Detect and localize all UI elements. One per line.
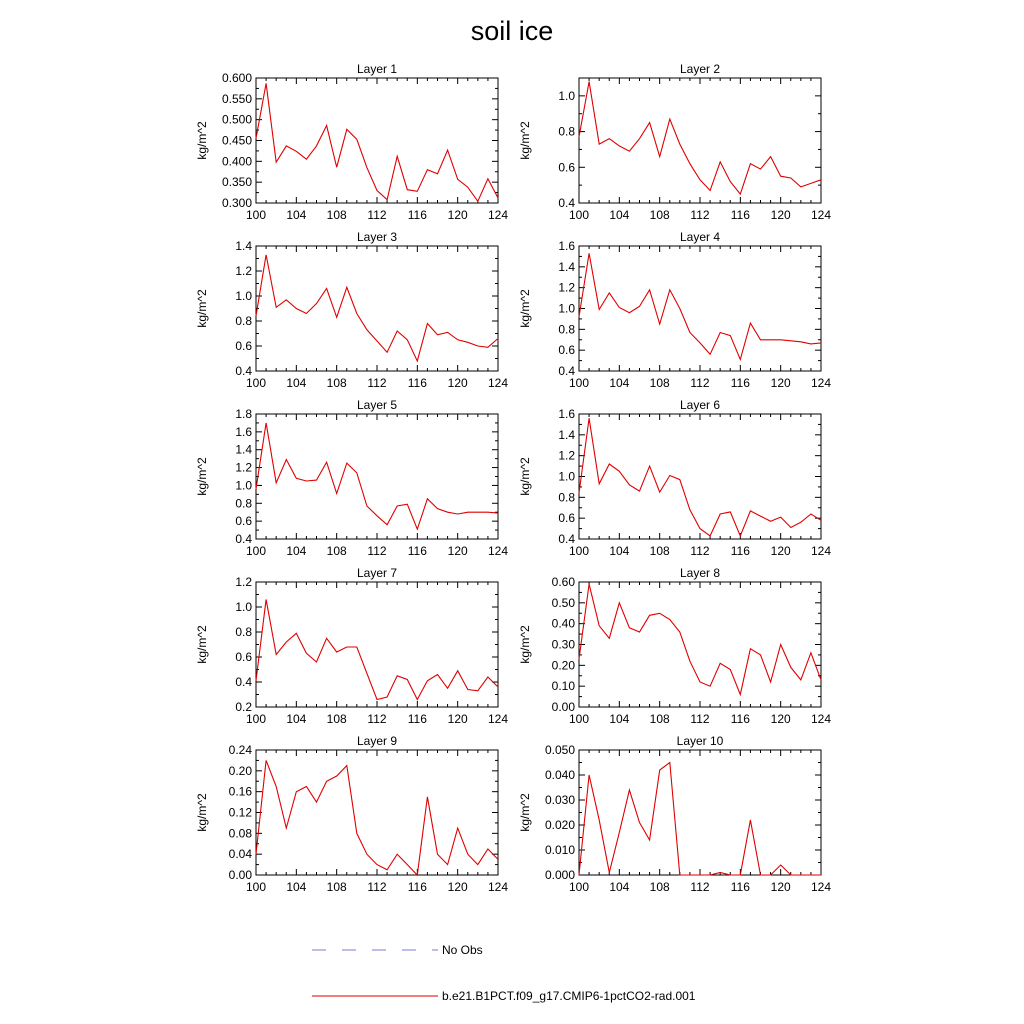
plot-frame (256, 750, 498, 875)
x-tick-label: 108 (649, 712, 670, 726)
x-tick-label: 124 (487, 376, 509, 390)
y-tick-label: 0.08 (228, 826, 252, 841)
panel-6 (518, 398, 831, 558)
y-axis-label: kg/m^2 (195, 289, 209, 328)
x-tick-label: 124 (810, 880, 832, 894)
x-tick-label: 124 (810, 544, 832, 558)
y-tick-label: 0.00 (228, 868, 252, 882)
x-tick-label: 124 (487, 880, 509, 894)
x-tick-label: 100 (245, 880, 267, 894)
y-tick-label: 0.10 (551, 679, 575, 694)
x-tick-label: 104 (286, 880, 307, 894)
y-tick-label: 0.8 (558, 124, 575, 139)
x-tick-label: 112 (690, 208, 710, 222)
plot-frame (256, 582, 498, 707)
x-tick-label: 112 (690, 880, 710, 894)
series-line (579, 82, 821, 195)
y-tick-label: 0.4 (235, 364, 252, 378)
panel-title: Layer 6 (679, 398, 721, 412)
x-tick-label: 120 (447, 376, 468, 390)
x-tick-label: 112 (690, 712, 710, 726)
panel-title: Layer 5 (356, 398, 398, 412)
x-tick-label: 112 (367, 376, 387, 390)
x-tick-label: 120 (447, 544, 468, 558)
y-tick-label: 0.20 (551, 658, 575, 673)
y-tick-label: 0.8 (235, 496, 252, 511)
panel-title: Layer 3 (356, 230, 398, 244)
y-tick-label: 0.2 (235, 700, 252, 714)
panel-3 (195, 230, 508, 390)
y-tick-label: 1.0 (558, 469, 575, 484)
x-tick-label: 116 (407, 880, 427, 894)
y-tick-label: 1.2 (558, 448, 575, 463)
x-tick-label: 120 (447, 880, 468, 894)
series-line (256, 760, 498, 875)
x-tick-label: 116 (730, 544, 750, 558)
x-tick-label: 100 (245, 544, 267, 558)
panel-1 (195, 62, 508, 222)
y-tick-label: 0.350 (221, 175, 252, 190)
y-tick-label: 1.6 (558, 407, 575, 421)
x-tick-label: 104 (286, 544, 307, 558)
y-axis-label: kg/m^2 (518, 457, 532, 496)
y-tick-label: 0.12 (228, 805, 252, 820)
x-tick-label: 108 (326, 376, 347, 390)
legend (312, 943, 696, 1003)
x-tick-label: 100 (568, 712, 590, 726)
x-tick-label: 124 (810, 208, 832, 222)
panel-title: Layer 8 (679, 566, 721, 580)
panel-title: Layer 9 (356, 734, 398, 748)
x-tick-label: 112 (367, 712, 387, 726)
x-tick-label: 104 (609, 376, 630, 390)
y-tick-label: 0.000 (544, 868, 575, 882)
x-tick-label: 116 (730, 208, 750, 222)
y-tick-label: 0.04 (228, 847, 252, 862)
x-tick-label: 124 (487, 544, 509, 558)
x-tick-label: 108 (326, 880, 347, 894)
x-tick-label: 120 (447, 712, 468, 726)
x-tick-label: 120 (447, 208, 468, 222)
x-tick-label: 100 (245, 208, 267, 222)
y-tick-label: 0.24 (228, 743, 252, 757)
y-tick-label: 0.50 (551, 595, 575, 610)
y-tick-label: 0.4 (235, 532, 252, 546)
x-tick-label: 100 (568, 544, 590, 558)
plot-frame (256, 78, 498, 203)
y-tick-label: 0.030 (544, 793, 575, 807)
y-tick-label: 0.30 (551, 637, 575, 652)
y-tick-label: 1.4 (558, 427, 575, 442)
y-tick-label: 0.050 (544, 743, 575, 757)
plot-frame (579, 750, 821, 875)
plot-frame (579, 414, 821, 539)
x-tick-label: 120 (770, 208, 791, 222)
x-tick-label: 116 (407, 208, 427, 222)
panel-8 (518, 566, 831, 726)
series-line (579, 584, 821, 694)
x-tick-label: 100 (568, 376, 590, 390)
x-tick-label: 112 (690, 544, 710, 558)
x-tick-label: 120 (770, 544, 791, 558)
x-tick-label: 124 (487, 712, 509, 726)
y-axis-label: kg/m^2 (518, 625, 532, 664)
x-tick-label: 124 (487, 208, 509, 222)
y-axis-label: kg/m^2 (518, 289, 532, 328)
panel-title: Layer 4 (679, 230, 721, 244)
y-tick-label: 0.4 (558, 364, 575, 378)
y-tick-label: 1.0 (558, 88, 575, 103)
y-tick-label: 0.500 (221, 112, 252, 127)
series-line (256, 83, 498, 201)
y-tick-label: 1.2 (558, 280, 575, 295)
y-axis-label: kg/m^2 (518, 793, 532, 832)
series-line (579, 253, 821, 359)
y-tick-label: 0.600 (221, 71, 252, 85)
x-tick-label: 112 (367, 880, 387, 894)
y-tick-label: 0.8 (235, 625, 252, 639)
y-tick-label: 0.8 (235, 314, 252, 328)
x-tick-label: 108 (649, 880, 670, 894)
y-axis-label: kg/m^2 (195, 121, 209, 160)
plot-frame (579, 246, 821, 371)
x-tick-label: 100 (568, 208, 590, 222)
x-tick-label: 100 (245, 376, 267, 390)
x-tick-label: 104 (286, 208, 307, 222)
y-tick-label: 0.8 (558, 490, 575, 505)
plot-frame (579, 78, 821, 203)
y-tick-label: 1.6 (558, 239, 575, 253)
x-tick-label: 120 (770, 880, 791, 894)
y-tick-label: 0.6 (558, 343, 575, 358)
panel-4 (518, 230, 831, 390)
y-tick-label: 0.400 (221, 154, 252, 169)
y-tick-label: 0.8 (558, 322, 575, 337)
legend-label-model: b.e21.B1PCT.f09_g17.CMIP6-1pctCO2-rad.001 (442, 989, 696, 1003)
y-tick-label: 0.4 (558, 532, 575, 546)
panel-9 (195, 734, 508, 894)
y-axis-label: kg/m^2 (518, 121, 532, 160)
y-tick-label: 1.4 (235, 239, 252, 253)
y-tick-label: 1.6 (235, 424, 252, 439)
y-tick-label: 0.00 (551, 700, 575, 714)
panel-title: Layer 10 (676, 734, 724, 748)
y-tick-label: 1.2 (235, 264, 252, 278)
y-tick-label: 0.550 (221, 91, 252, 106)
panel-title: Layer 1 (356, 62, 398, 76)
legend-label-no-obs: No Obs (442, 943, 483, 957)
y-tick-label: 1.4 (558, 259, 575, 274)
x-tick-label: 108 (326, 712, 347, 726)
y-tick-label: 0.020 (544, 818, 575, 832)
y-axis-label: kg/m^2 (195, 457, 209, 496)
x-tick-label: 124 (810, 712, 832, 726)
y-tick-label: 0.6 (235, 339, 252, 353)
x-tick-label: 104 (609, 544, 630, 558)
x-tick-label: 116 (407, 544, 427, 558)
y-tick-label: 0.4 (235, 675, 252, 689)
y-tick-label: 1.4 (235, 442, 252, 457)
x-tick-label: 108 (649, 208, 670, 222)
y-tick-label: 0.40 (551, 616, 575, 631)
figure-title: soil ice (470, 16, 554, 46)
y-tick-label: 1.2 (235, 460, 252, 475)
series-line (579, 763, 821, 876)
x-tick-label: 112 (690, 376, 710, 390)
plot-frame (256, 246, 498, 371)
y-tick-label: 1.2 (235, 575, 252, 589)
panel-5 (195, 398, 508, 558)
x-tick-label: 104 (286, 712, 307, 726)
series-line (256, 423, 498, 529)
y-tick-label: 0.450 (221, 133, 252, 148)
y-tick-label: 1.0 (235, 478, 252, 493)
y-tick-label: 0.20 (228, 763, 252, 778)
y-tick-label: 0.16 (228, 784, 252, 799)
y-tick-label: 1.0 (235, 289, 252, 303)
panel-title: Layer 7 (356, 566, 398, 580)
series-line (579, 418, 821, 536)
y-tick-label: 0.6 (558, 511, 575, 526)
plot-frame (579, 582, 821, 707)
y-tick-label: 0.6 (558, 160, 575, 175)
x-tick-label: 124 (810, 376, 832, 390)
x-tick-label: 108 (649, 544, 670, 558)
y-tick-label: 1.8 (235, 407, 252, 421)
panel-title: Layer 2 (679, 62, 721, 76)
x-tick-label: 104 (286, 376, 307, 390)
plot-frame (256, 414, 498, 539)
x-tick-label: 116 (730, 376, 750, 390)
x-tick-label: 104 (609, 712, 630, 726)
y-tick-label: 0.6 (235, 650, 252, 664)
panel-7 (195, 566, 508, 726)
y-tick-label: 0.300 (221, 196, 252, 210)
x-tick-label: 108 (326, 544, 347, 558)
x-tick-label: 112 (367, 544, 387, 558)
y-tick-label: 0.010 (544, 843, 575, 857)
x-tick-label: 116 (407, 376, 427, 390)
y-tick-label: 0.4 (558, 196, 575, 210)
x-tick-label: 116 (407, 712, 427, 726)
series-line (256, 255, 498, 361)
x-tick-label: 100 (568, 880, 590, 894)
x-tick-label: 104 (609, 880, 630, 894)
x-tick-label: 112 (367, 208, 387, 222)
x-tick-label: 120 (770, 376, 791, 390)
y-tick-label: 0.6 (235, 514, 252, 529)
x-tick-label: 108 (326, 208, 347, 222)
y-axis-label: kg/m^2 (195, 625, 209, 664)
x-tick-label: 104 (609, 208, 630, 222)
y-tick-label: 0.040 (544, 768, 575, 782)
x-tick-label: 120 (770, 712, 791, 726)
x-tick-label: 116 (730, 712, 750, 726)
y-tick-label: 1.0 (235, 600, 252, 614)
panel-10 (518, 734, 831, 894)
y-axis-label: kg/m^2 (195, 793, 209, 832)
y-tick-label: 1.0 (558, 301, 575, 316)
x-tick-label: 108 (649, 376, 670, 390)
x-tick-label: 116 (730, 880, 750, 894)
y-tick-label: 0.60 (551, 575, 575, 589)
panel-2 (518, 62, 831, 222)
series-line (256, 600, 498, 700)
x-tick-label: 100 (245, 712, 267, 726)
